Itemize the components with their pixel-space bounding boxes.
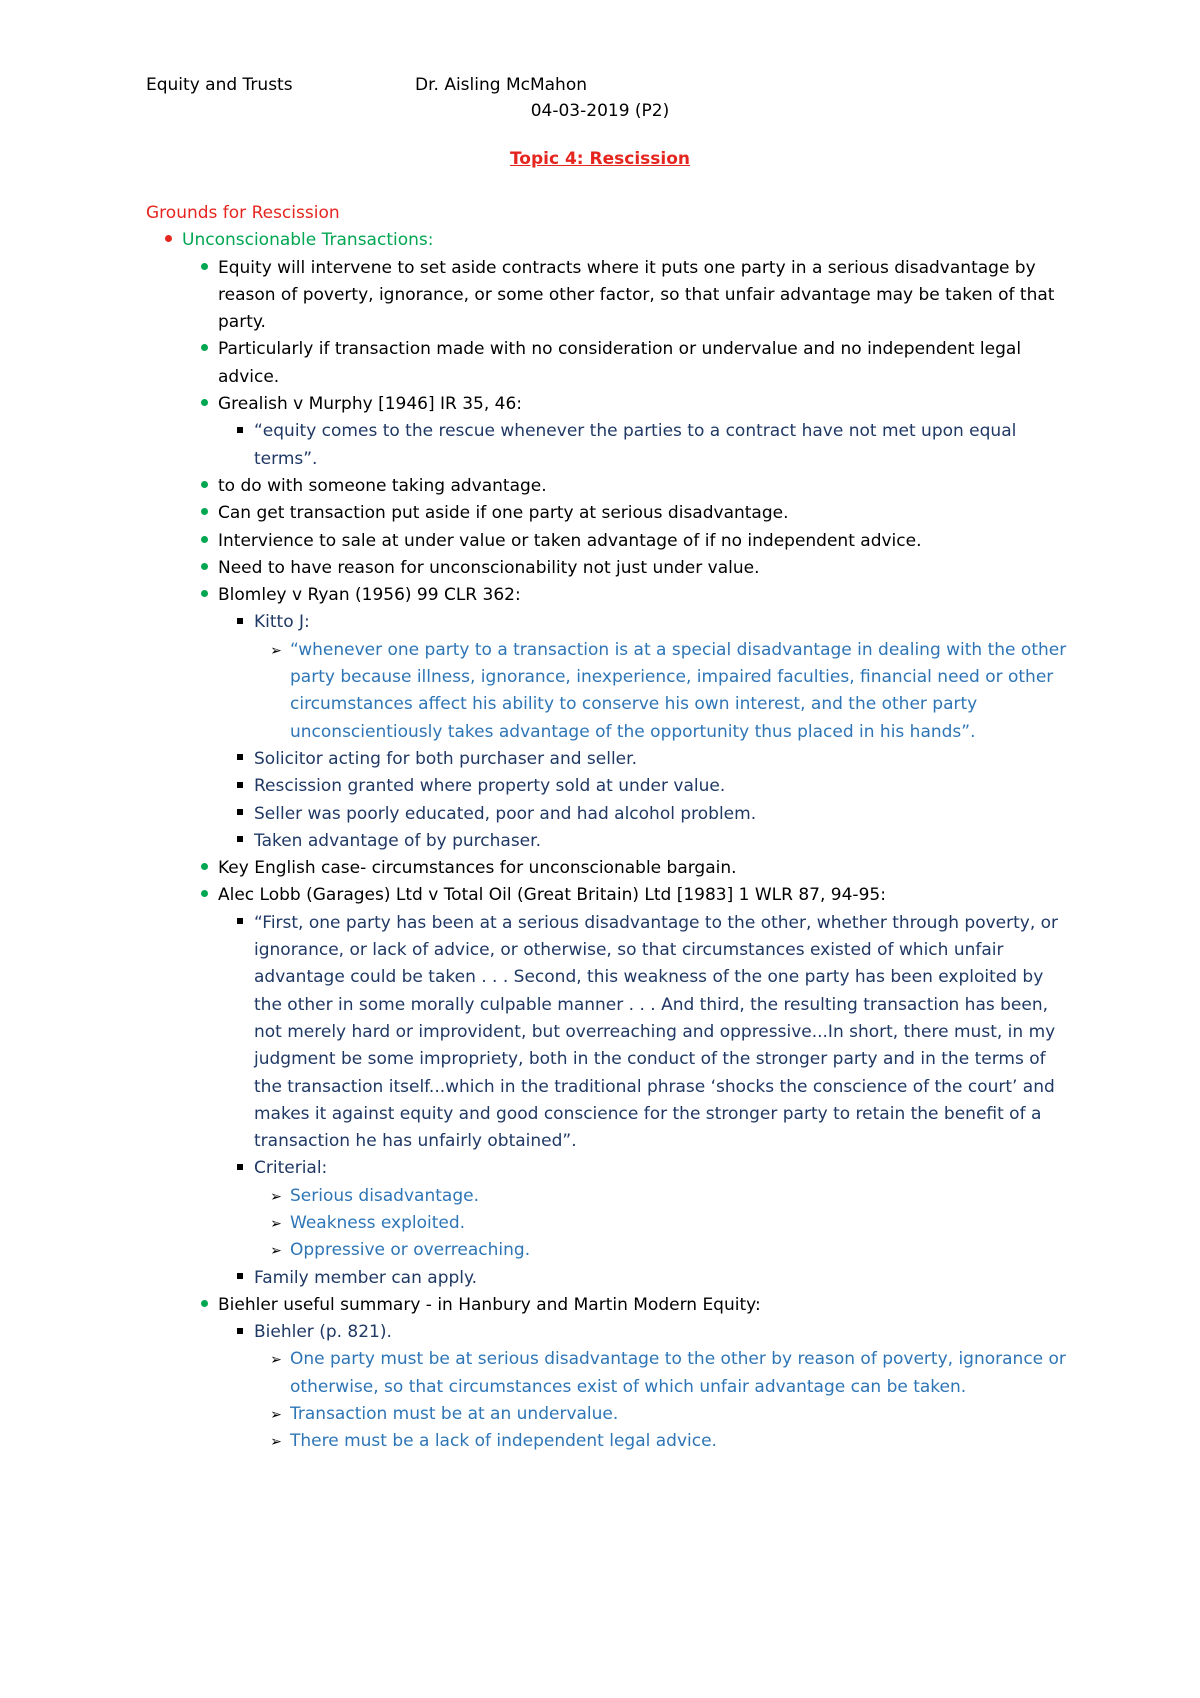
note-text: Family member can apply. [254,1267,478,1288]
arrow-bullet-icon: ➢ [270,1407,282,1424]
list-item [146,828,1076,855]
arrow-bullet-icon: ➢ [270,1352,282,1369]
arrow-bullet-icon: ➢ [270,1434,282,1451]
square-bullet-icon [230,801,250,828]
square-bullet-icon [230,1265,250,1292]
course-name: Equity and Trusts [146,75,293,95]
green-bullet-icon [194,391,214,418]
green-bullet-icon [194,336,214,363]
green-bullet-icon [194,255,214,282]
square-bullet-icon [230,828,250,855]
judge-name: Kitto J: [254,612,310,633]
arrow-bullet-icon: ➢ [270,1188,282,1205]
lecturer-name: Dr. Aisling McMahon [415,75,588,95]
note-text: to do with someone taking advantage. [218,475,547,496]
list-item [146,1319,1076,1346]
list-item [146,1292,1076,1319]
red-bullet-icon [158,227,178,254]
list-item [146,773,1076,800]
list-item [146,637,1076,746]
green-bullet-icon [194,1292,214,1319]
case-citation: Alec Lobb (Garages) Ltd v Total Oil (Great Britain) Ltd [1983] 1 WLR 87, 94-95: [218,885,886,906]
list-item [146,582,1076,609]
list-item [146,418,1076,473]
note-text: Solicitor acting for both purchaser and seller. [254,748,637,769]
list-item [146,855,1076,882]
note-text: Seller was poorly educated, poor and had alcohol problem. [254,803,757,824]
summary-point: Transaction must be at an undervalue. [290,1404,619,1425]
note-text: Equity will intervene to set aside contracts where it puts one party in a serious disadvantage by reason of poverty, ignorance, or some other factor, so that unfair advantage may be taken of that party. [218,257,1055,333]
notes-content [146,200,1076,1456]
list-item [146,255,1076,337]
green-bullet-icon [194,582,214,609]
list-item [146,391,1076,418]
note-text: Biehler useful summary - in Hanbury and Martin Modern Equity: [218,1294,761,1315]
note-text: Taken advantage of by purchaser. [254,830,541,851]
square-bullet-icon [230,910,250,937]
square-bullet-icon [230,1319,250,1346]
case-quote: “whenever one party to a transaction is at a special disadvantage in dealing with the other party because illness, ignorance, inexperience, impaired faculties, financial need or other circumstances affect his ability to conserve his own interest, and the other party unconscientiously takes advantage of the opportunity thus placed in his hands”. [290,639,1067,742]
case-quote: “First, one party has been at a serious disadvantage to the other, whether through poverty, or ignorance, or lack of advice, or otherwise, so that circumstances existed of which unfair advantage could be taken . . . Second, this weakness of the one party has been exploited by the other in some morally culpable manner . . . And third, the resulting transaction has been, not merely hard or improvident, but overreaching and oppressive...In short, there must, in my judgment be some impropriety, both in the conduct of the stronger party and in the terms of the transaction itself...which in the traditional phrase ‘shocks the conscience of the court’ and makes it against equity and good conscience for the stronger party to retain the benefit of a transaction he has unfairly obtained”. [254,912,1059,1152]
list-item [146,746,1076,773]
note-text: Rescission granted where property sold at under value. [254,776,726,797]
note-text: Intervience to sale at under value or taken advantage of if no independent advice. [218,530,922,551]
summary-point: One party must be at serious disadvantage to the other by reason of poverty, ignorance or otherwise, so that circumstances exist of which unfair advantage can be taken. [290,1349,1066,1397]
square-bullet-icon [230,1155,250,1182]
case-citation: Grealish v Murphy [1946] IR 35, 46: [218,394,523,415]
list-item [146,1237,1076,1264]
list-item [146,910,1076,1156]
list-item [146,1428,1076,1455]
case-quote: “equity comes to the rescue whenever the parties to a contract have not met upon equal terms”. [254,421,1017,469]
list-item [146,336,1076,391]
list-item [146,1265,1076,1292]
square-bullet-icon [230,609,250,636]
square-bullet-icon [230,773,250,800]
summary-point: There must be a lack of independent legal advice. [290,1431,717,1452]
green-bullet-icon [194,500,214,527]
list-item [146,1401,1076,1428]
list-item [146,500,1076,527]
square-bullet-icon [230,746,250,773]
note-text: Can get transaction put aside if one party at serious disadvantage. [218,503,789,524]
green-bullet-icon [194,855,214,882]
list-item [146,801,1076,828]
note-text: Key English case- circumstances for unconscionable bargain. [218,858,737,879]
list-item [146,1183,1076,1210]
list-item [146,882,1076,909]
green-bullet-icon [194,528,214,555]
criterion-text: Serious disadvantage. [290,1185,479,1206]
topic-title: Topic 4: Rescission [509,149,691,169]
note-text: Biehler (p. 821). [254,1322,392,1343]
list-item [146,1155,1076,1182]
list-item [146,609,1076,636]
list-item [146,473,1076,500]
green-bullet-icon [194,882,214,909]
section-heading: Grounds for Rescission [146,203,340,223]
list-item [146,528,1076,555]
note-text: Need to have reason for unconscionability not just under value. [218,557,760,578]
green-bullet-icon [194,473,214,500]
criterion-text: Oppressive or overreaching. [290,1240,531,1261]
case-citation: Blomley v Ryan (1956) 99 CLR 362: [218,585,521,606]
list-item [146,555,1076,582]
square-bullet-icon [230,418,250,445]
arrow-bullet-icon: ➢ [270,1243,282,1260]
subheading-unconscionable: Unconscionable Transactions: [182,230,434,251]
arrow-bullet-icon: ➢ [270,1215,282,1232]
note-text: Criterial: [254,1158,328,1179]
note-text: Particularly if transaction made with no consideration or undervalue and no independent legal advice. [218,339,1022,387]
list-item [146,227,1076,254]
criterion-text: Weakness exploited. [290,1212,466,1233]
lecture-date: 04-03-2019 (P2) [530,101,670,121]
arrow-bullet-icon: ➢ [270,642,282,659]
green-bullet-icon [194,555,214,582]
list-item [146,1210,1076,1237]
list-item [146,1346,1076,1401]
